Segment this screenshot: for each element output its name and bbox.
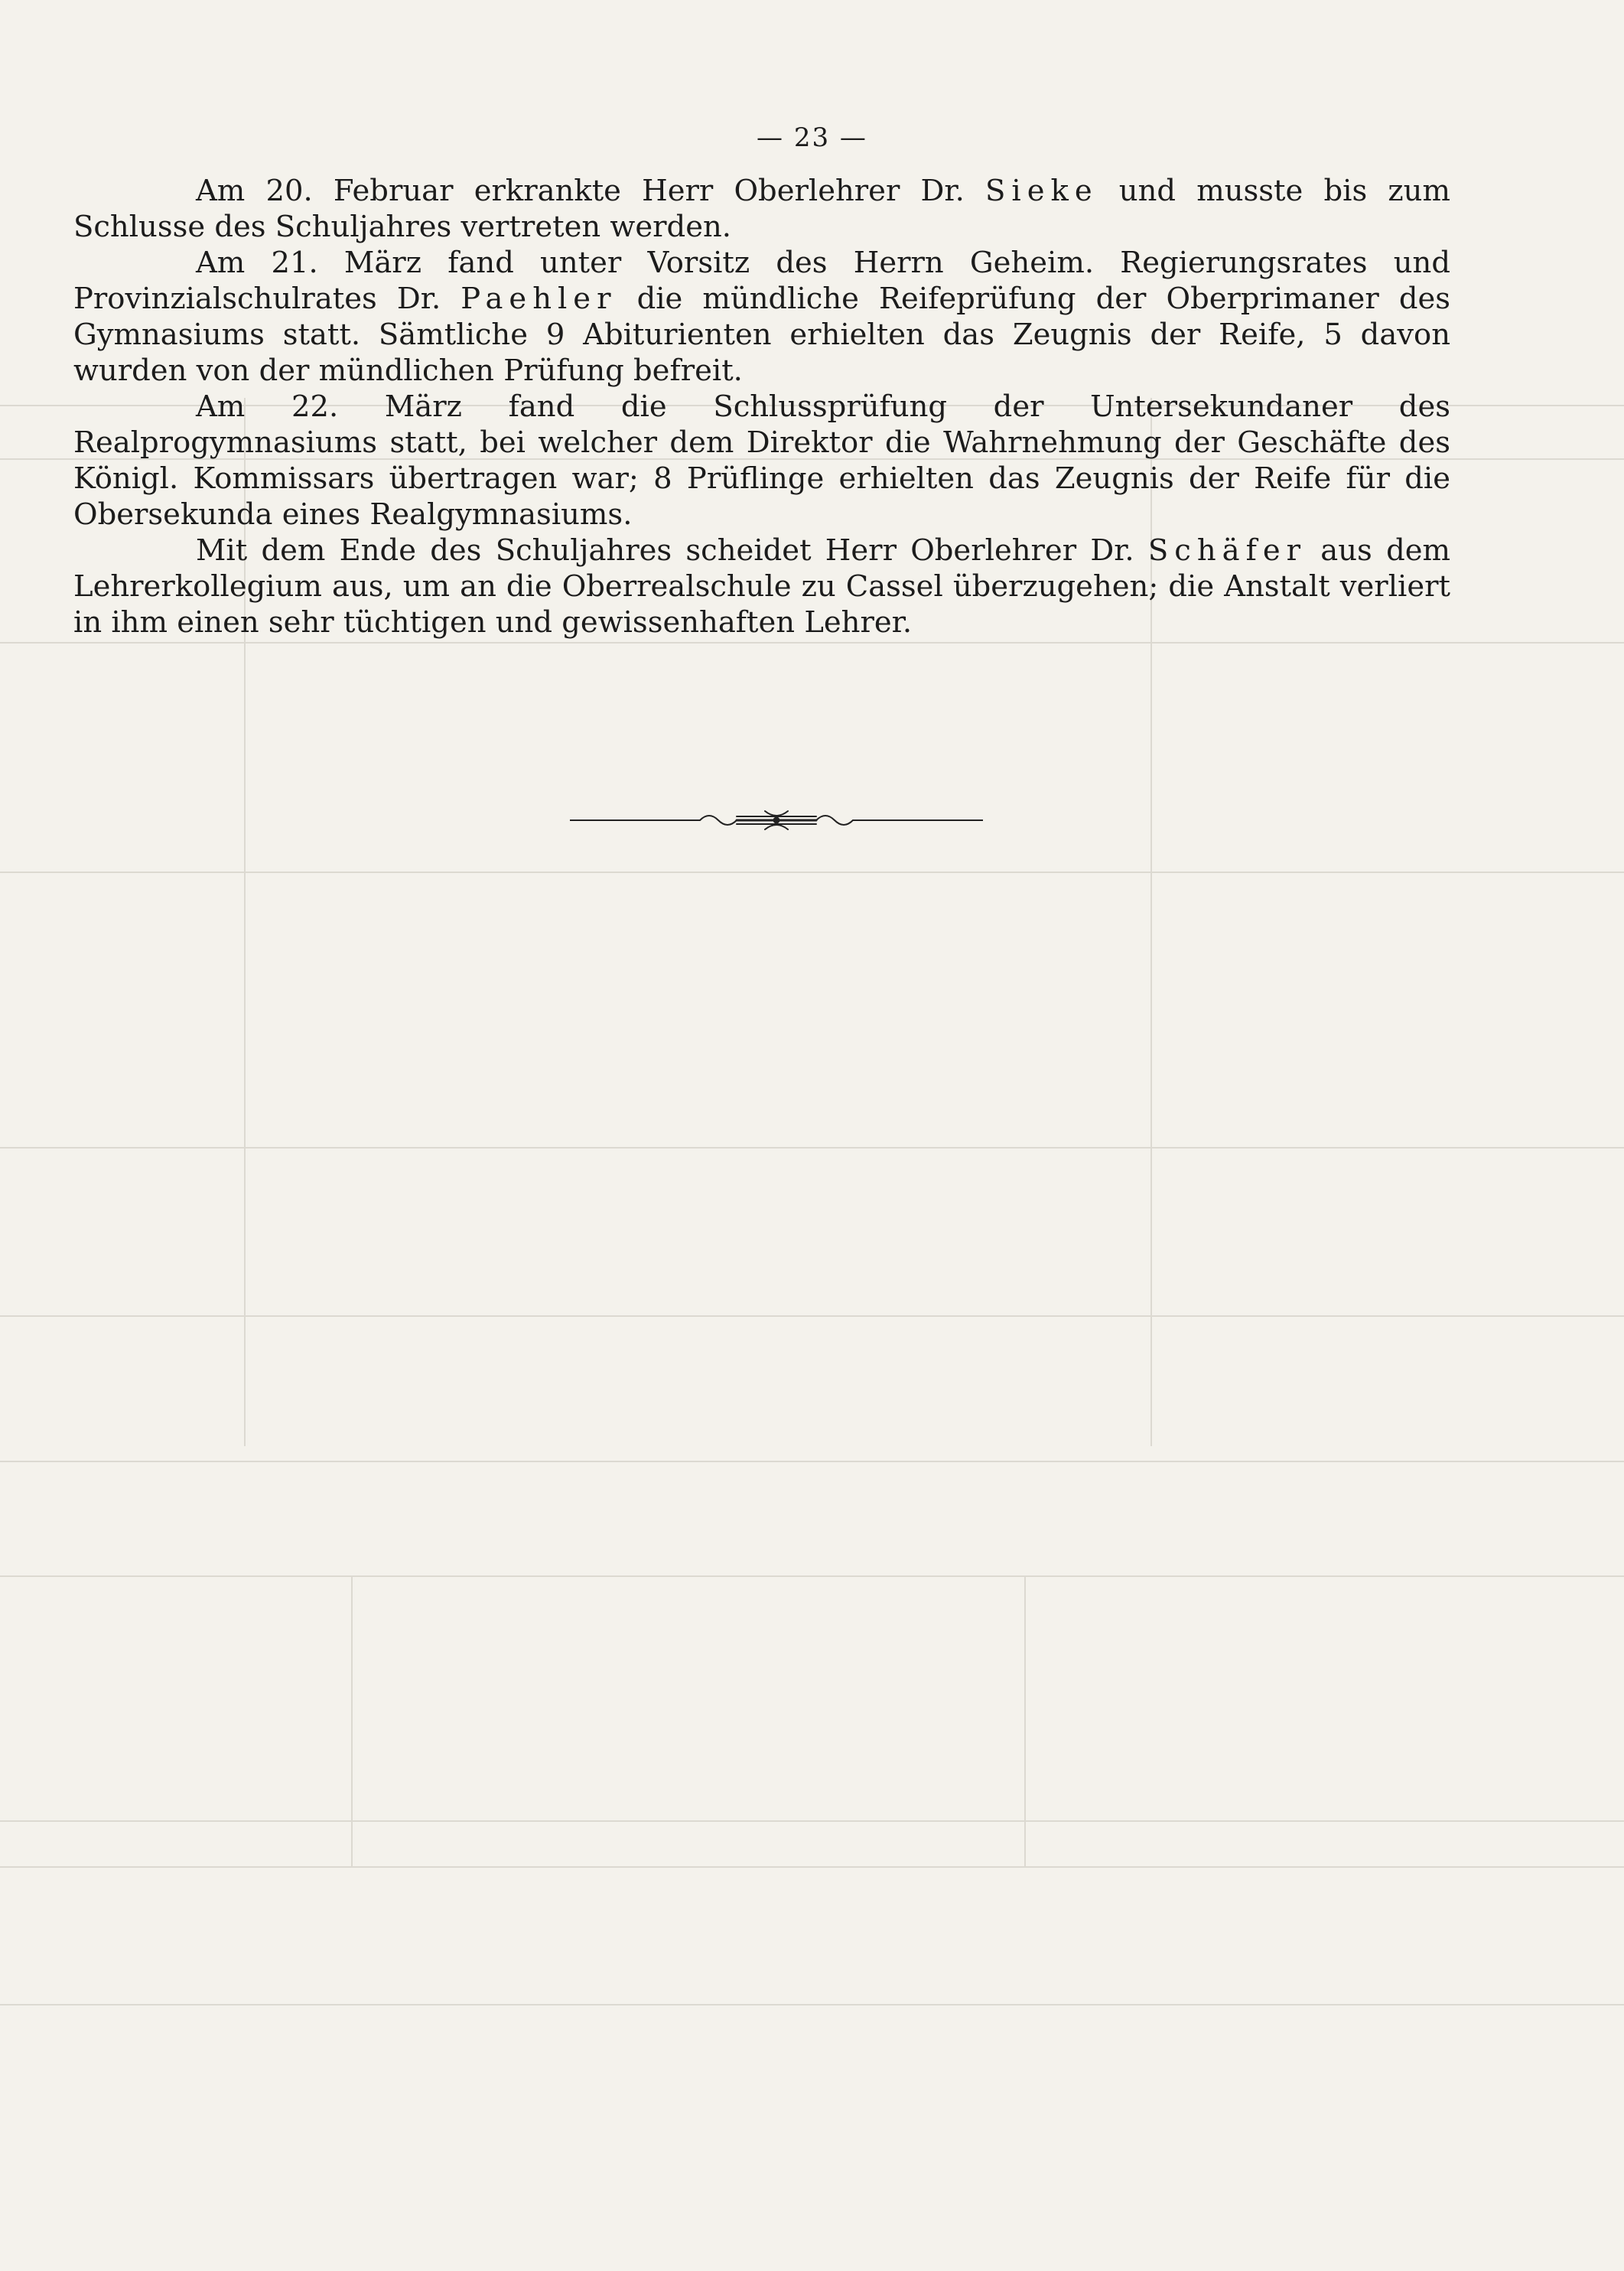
paragraph-4 (73, 533, 1450, 640)
body-text (73, 173, 1450, 640)
paragraph-text: und musste bis zum Schlusse des Schuljahres vertreten werden. (73, 174, 1450, 244)
paragraph-text: aus dem Lehrerkollegium aus, um an die Oberrealschule zu Cassel überzugehen; die Anstalt verliert in ihm einen sehr tüchtigen und gewissenhaften Lehrer. (73, 533, 1451, 640)
paragraph-1 (73, 173, 1450, 245)
paragraph-2 (73, 245, 1450, 389)
paragraph-text: Am 20. Februar erkrankte Herr Oberlehrer Dr. (196, 174, 986, 208)
paragraph-3 (73, 389, 1450, 533)
paragraph-text: Am 21. März fand unter Vorsitz des Herrn Geheim. Regierungsrates und Provinzialschulrates Dr. (73, 246, 1450, 316)
decorative-divider-icon (570, 805, 983, 836)
paragraph-text: die mündliche Reifeprüfung der Oberprimaner des Gymnasiums statt. Sämtliche 9 Abiturienten erhielten das Zeugnis der Reife, 5 davon wurden von der mündlichen Prüfung befreit. (73, 282, 1451, 388)
spaced-name: Sieke (985, 174, 1098, 208)
spaced-name: Schäfer (1147, 533, 1307, 568)
page-number: — 23 — (757, 122, 867, 153)
paragraph-text: Mit dem Ende des Schuljahres scheidet Herr Oberlehrer Dr. (196, 533, 1148, 568)
paragraph-text: Am 22. März fand die Schlussprüfung der Untersekundaner des Realprogymnasiums statt, bei welcher dem Direktor die Wahrnehmung der Geschäfte des Königl. Kommissars übertragen war; 8 Prüflinge erhielten das Zeugnis der Reife für die Obersekunda eines Realgymnasiums. (73, 389, 1450, 532)
spaced-name: Paehler (461, 282, 617, 316)
